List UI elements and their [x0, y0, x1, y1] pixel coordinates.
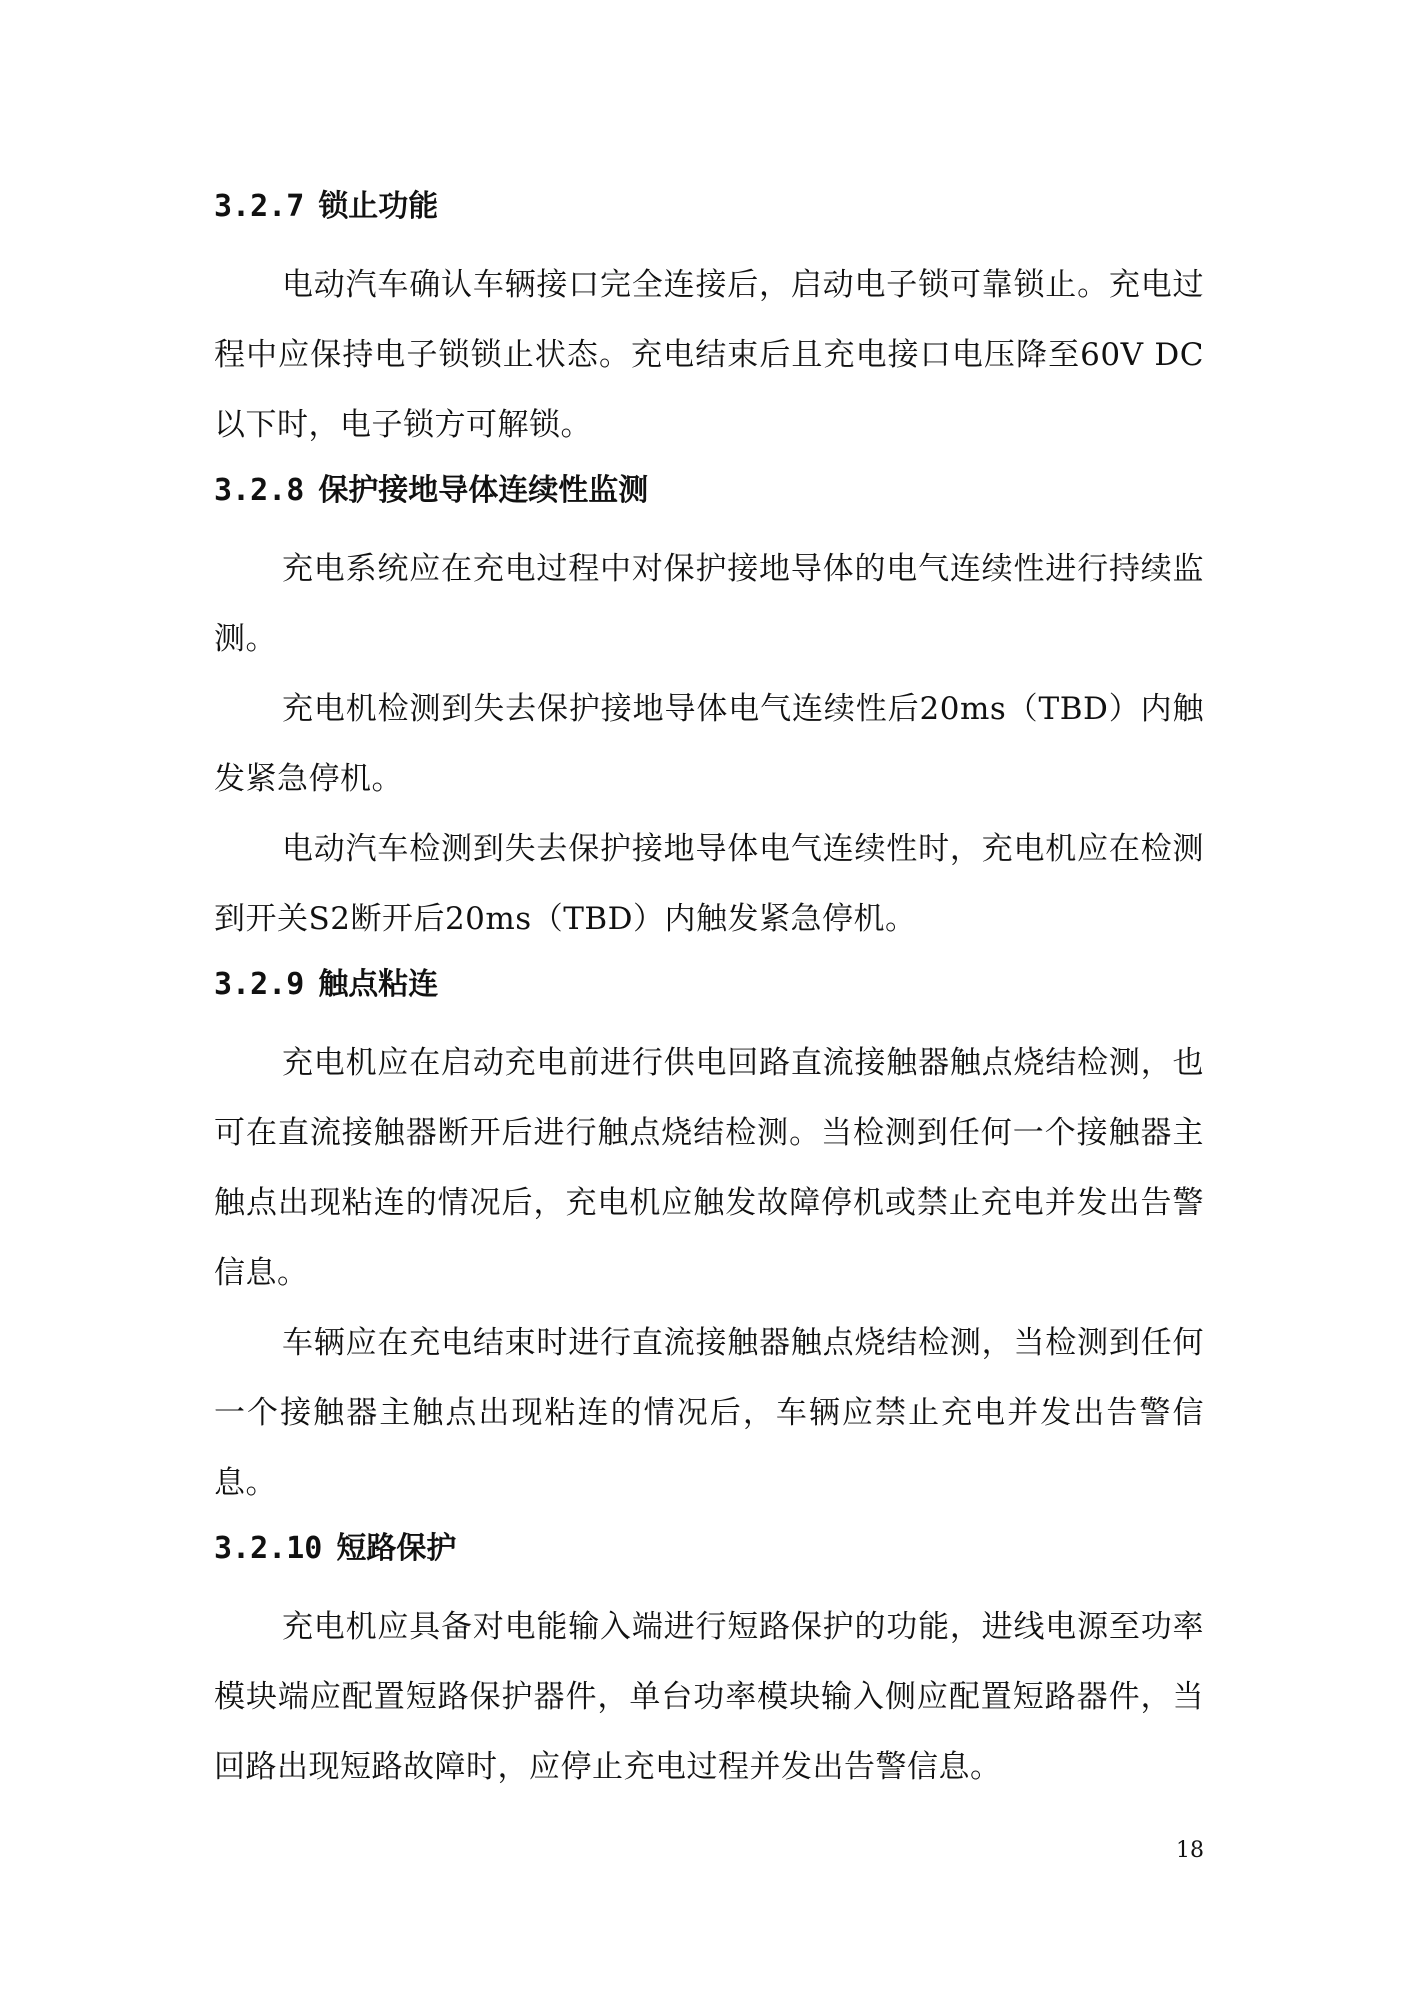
paragraph: 电动汽车确认车辆接口完全连接后，启动电子锁可靠锁止。充电过程中应保持电子锁锁止状态。充电结束后且充电接口电压降至60V DC以下时，电子锁方可解锁。 [214, 267, 1204, 443]
section-number: 3.2.10 [214, 1531, 323, 1566]
section-title: 短路保护 [336, 1531, 457, 1566]
section-number: 3.2.9 [214, 967, 305, 1002]
paragraph: 电动汽车检测到失去保护接地导体电气连续性时，充电机应在检测到开关S2断开后20ms（TBD）内触发紧急停机。 [214, 831, 1204, 937]
page-number: 18 [1176, 1838, 1204, 1863]
section-title: 保护接地导体连续性监测 [318, 473, 649, 508]
paragraph: 充电机检测到失去保护接地导体电气连续性后20ms（TBD）内触发紧急停机。 [214, 691, 1204, 797]
section-heading-3-2-9 [214, 954, 1204, 1016]
section-title: 锁止功能 [318, 189, 439, 224]
section-number: 3.2.7 [214, 189, 305, 224]
paragraph: 充电机应具备对电能输入端进行短路保护的功能，进线电源至功率模块端应配置短路保护器件，单台功率模块输入侧应配置短路器件，当回路出现短路故障时，应停止充电过程并发出告警信息。 [214, 1609, 1204, 1785]
paragraph: 车辆应在充电结束时进行直流接触器触点烧结检测，当检测到任何一个接触器主触点出现粘连的情况后，车辆应禁止充电并发出告警信息。 [214, 1325, 1204, 1501]
paragraph: 充电系统应在充电过程中对保护接地导体的电气连续性进行持续监测。 [214, 551, 1204, 657]
section-heading-3-2-7 [214, 176, 1204, 238]
section-number: 3.2.8 [214, 473, 305, 508]
section-heading-3-2-10 [214, 1518, 1204, 1580]
paragraph: 充电机应在启动充电前进行供电回路直流接触器触点烧结检测，也可在直流接触器断开后进行触点烧结检测。当检测到任何一个接触器主触点出现粘连的情况后，充电机应触发故障停机或禁止充电并发出告警信息。 [214, 1045, 1204, 1291]
section-title: 触点粘连 [318, 967, 439, 1002]
page-content [214, 176, 1204, 1802]
section-heading-3-2-8 [214, 460, 1204, 522]
